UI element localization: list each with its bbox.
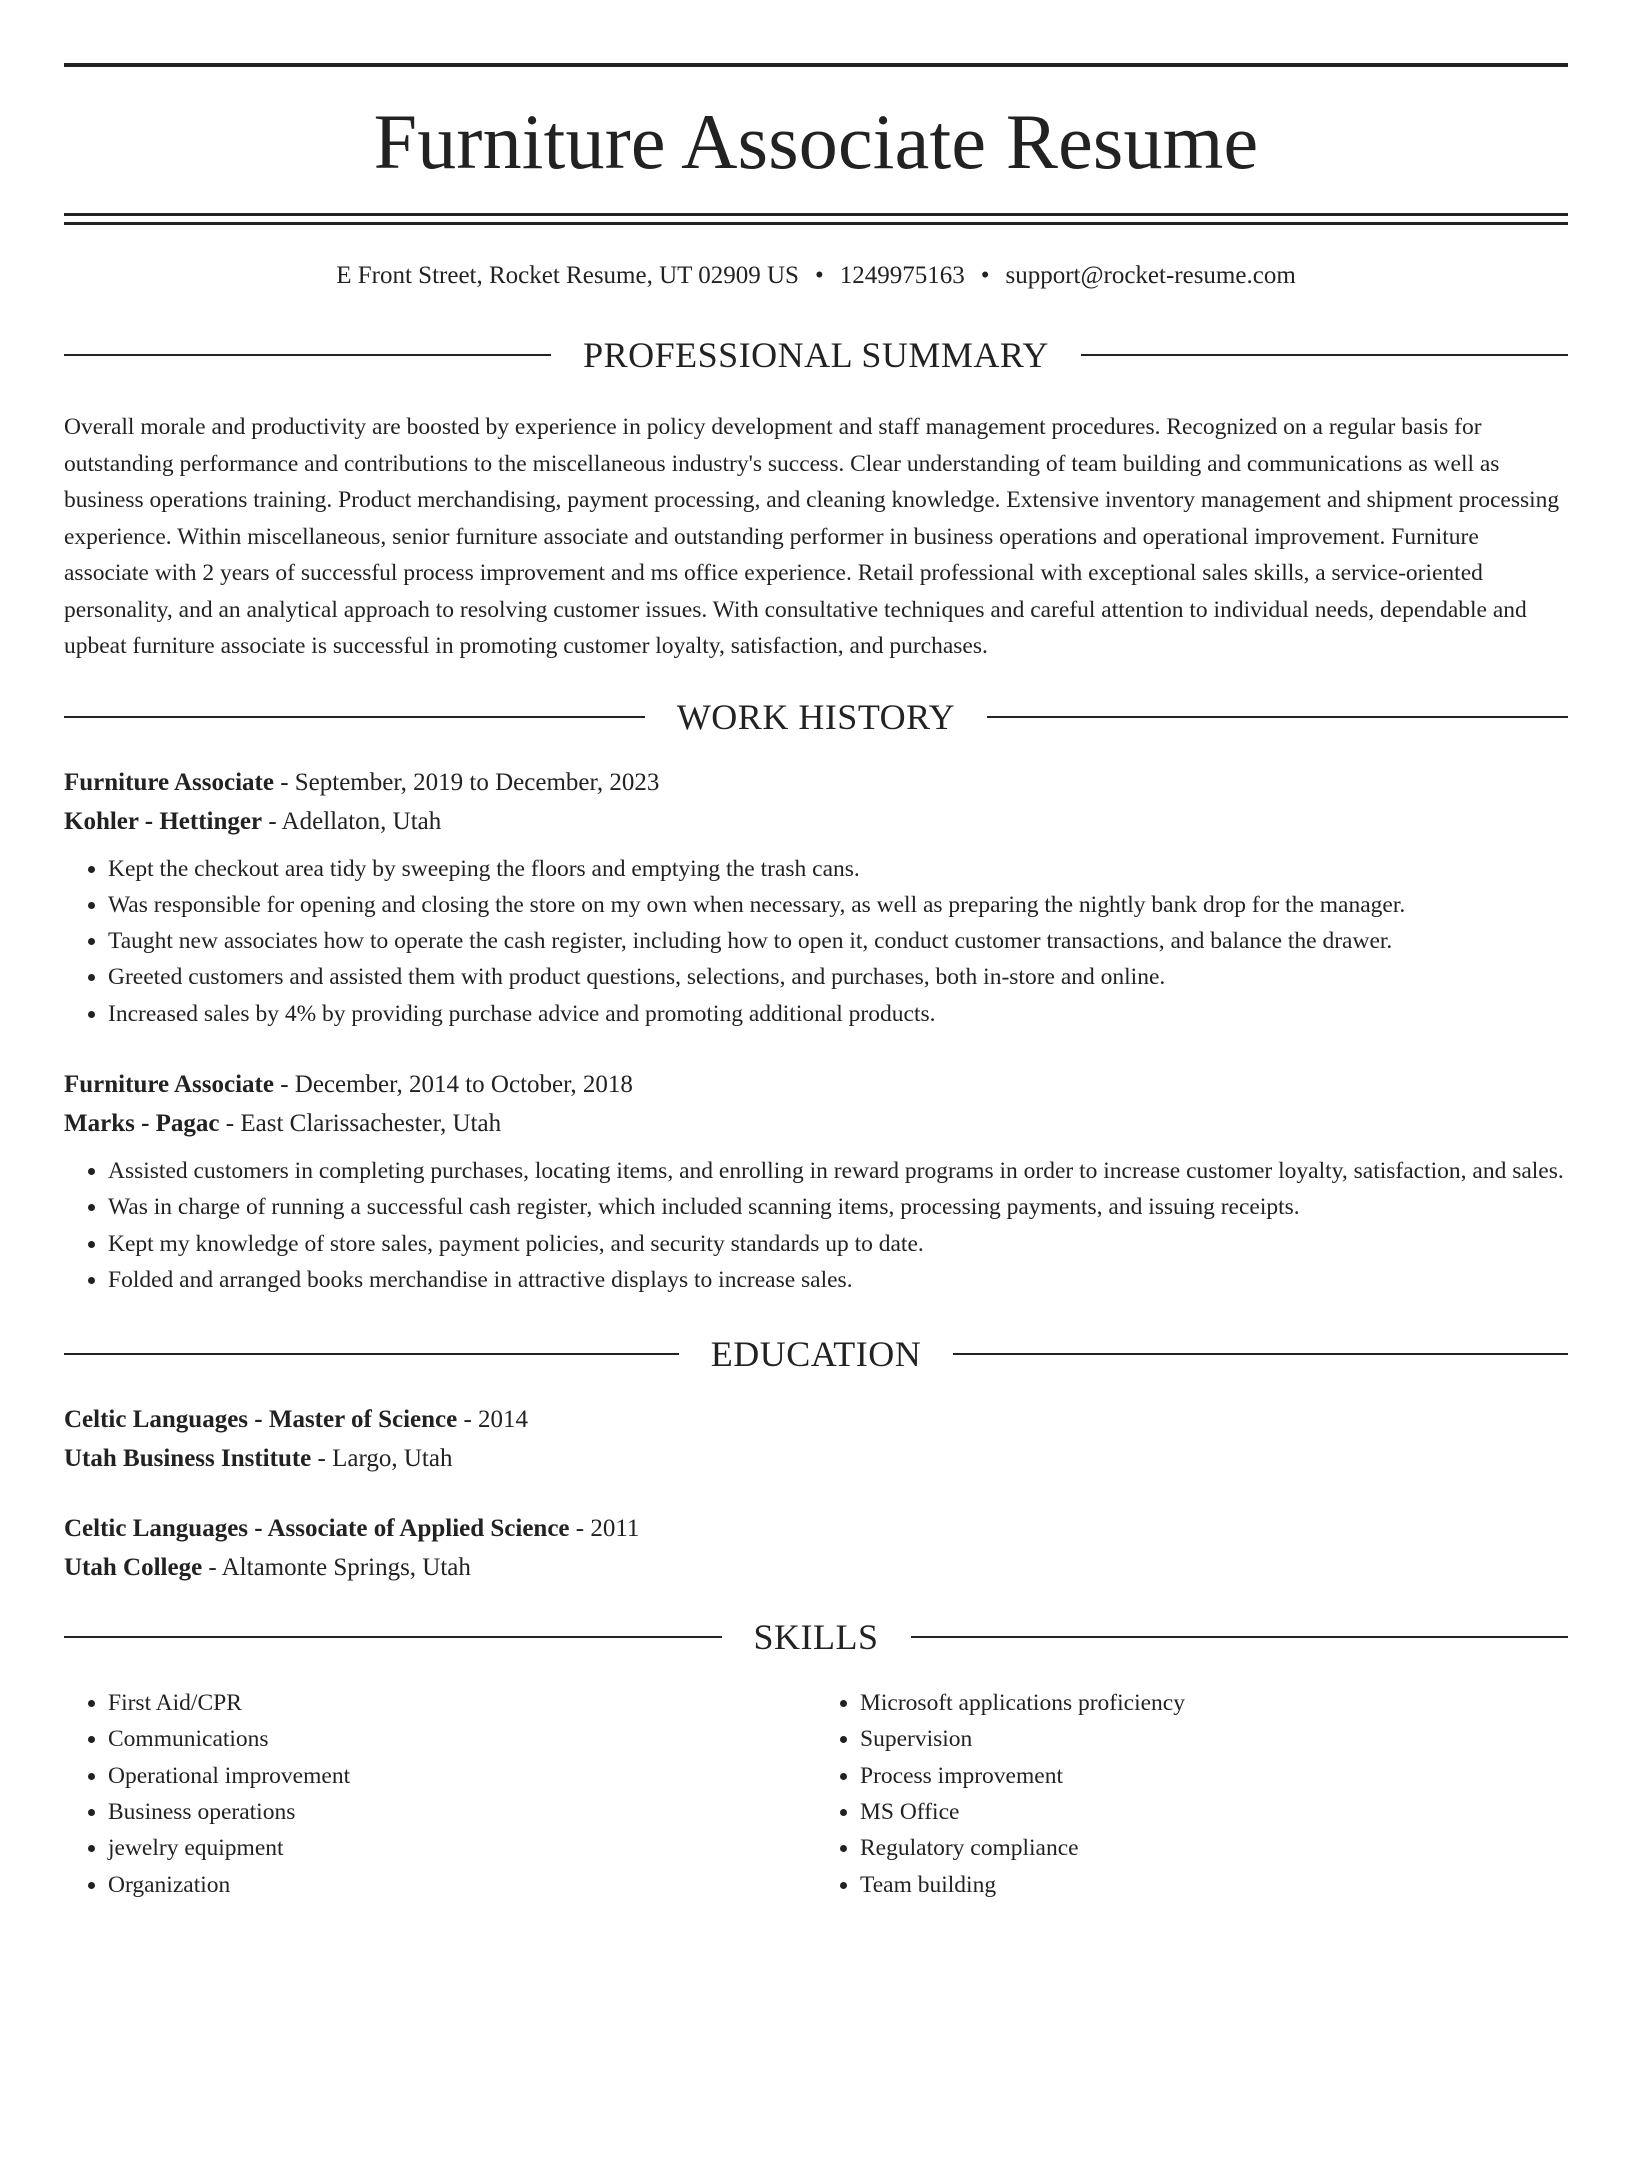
job-title-line <box>64 763 1568 802</box>
section-heading-education <box>64 1334 1568 1375</box>
job-company: Kohler - Hettinger <box>64 807 263 835</box>
list-item: • Greeted customers and assisted them with product questions, selections, and purchases, both in-store and online. <box>108 959 1568 995</box>
skill-item: • jewelry equipment <box>108 1830 816 1866</box>
heading-rule <box>64 1353 679 1355</box>
skill-item: • MS Office <box>860 1794 1568 1830</box>
degree-year: - 2014 <box>457 1406 529 1434</box>
list-item: • Kept the checkout area tidy by sweeping the floors and emptying the trash cans. <box>108 851 1568 887</box>
school-line <box>64 1548 1568 1587</box>
school-location: - Largo, Utah <box>311 1445 453 1473</box>
skills-list-right <box>816 1685 1568 1903</box>
job-dates: - December, 2014 to October, 2018 <box>273 1070 633 1098</box>
skill-item: • Supervision <box>860 1721 1568 1757</box>
skill-item: • Communications <box>108 1721 816 1757</box>
contact-line <box>64 261 1568 291</box>
job-duties-list <box>64 1153 1568 1298</box>
job-title-line <box>64 1065 1568 1104</box>
heading-rule <box>64 354 551 356</box>
contact-address: E Front Street, Rocket Resume, UT 02909 US <box>336 262 799 289</box>
skill-item: • First Aid/CPR <box>108 1685 816 1721</box>
job-duties-list <box>64 851 1568 1032</box>
education-entry <box>64 1509 1568 1587</box>
heading-rule <box>64 716 645 718</box>
skill-item: • Business operations <box>108 1794 816 1830</box>
list-item: • Assisted customers in completing purchases, locating items, and enrolling in reward programs in order to increase customer loyalty, satisfaction, and sales. <box>108 1153 1568 1189</box>
heading-rule <box>987 716 1568 718</box>
contact-email: support@rocket-resume.com <box>1005 262 1296 289</box>
heading-rule <box>1081 354 1568 356</box>
education-entry <box>64 1400 1568 1478</box>
job-entry <box>64 763 1568 1032</box>
top-rule <box>64 63 1568 67</box>
job-title: Furniture Associate <box>64 1070 274 1098</box>
section-title: EDUCATION <box>710 1334 922 1375</box>
school: Utah Business Institute <box>64 1445 312 1473</box>
job-title: Furniture Associate <box>64 768 274 796</box>
skill-item: • Operational improvement <box>108 1758 816 1794</box>
skill-item: • Organization <box>108 1867 816 1903</box>
degree-line <box>64 1509 1568 1548</box>
section-heading-summary <box>64 337 1568 373</box>
skills-list-left <box>64 1685 816 1903</box>
page-title: Furniture Associate Resume <box>373 98 1259 185</box>
skill-item: • Regulatory compliance <box>860 1830 1568 1866</box>
contact-separator: • <box>814 262 824 289</box>
contact-separator: • <box>980 262 990 289</box>
job-company: Marks - Pagac <box>64 1109 220 1137</box>
job-location: - Adellaton, Utah <box>262 807 442 835</box>
school-location: - Altamonte Springs, Utah <box>202 1554 471 1582</box>
skill-item: • Microsoft applications proficiency <box>860 1685 1568 1721</box>
section-title: SKILLS <box>753 1617 879 1658</box>
job-entry <box>64 1065 1568 1298</box>
list-item: • Folded and arranged books merchandise in attractive displays to increase sales. <box>108 1262 1568 1298</box>
heading-rule <box>953 1353 1568 1355</box>
contact-phone: 1249975163 <box>839 262 965 289</box>
resume-page <box>0 63 1632 2175</box>
school: Utah College <box>64 1554 203 1582</box>
heading-rule <box>911 1636 1569 1638</box>
heading-rule <box>64 1636 722 1638</box>
section-title: PROFESSIONAL SUMMARY <box>583 335 1049 375</box>
job-location: - East Clarissachester, Utah <box>219 1109 502 1137</box>
degree-line <box>64 1400 1568 1439</box>
job-company-line <box>64 1104 1568 1143</box>
job-dates: - September, 2019 to December, 2023 <box>273 768 660 796</box>
degree: Celtic Languages - Associate of Applied Science <box>64 1515 570 1543</box>
section-heading-skills <box>64 1617 1568 1658</box>
skill-item: • Process improvement <box>860 1758 1568 1794</box>
skills-grid <box>64 1685 1568 1903</box>
list-item: • Kept my knowledge of store sales, payment policies, and security standards up to date. <box>108 1226 1568 1262</box>
degree-year: - 2011 <box>569 1515 640 1543</box>
summary-paragraph: Overall morale and productivity are boosted by experience in policy development and staff management procedures. Recognized on a regular basis for outstanding performance and contributions to the miscellaneous industry's success. Clear understanding of team building and communications as well as business operations training. Product merchandising, payment processing, and cleaning knowledge. Extensive inventory management and shipment processing experience. Within miscellaneous, senior furniture associate and outstanding performer in business operations and operational improvement. Furniture associate with 2 years of successful process improvement and ms office experience. Retail professional with exceptional sales skills, a service-oriented personality, and an analytical approach to resolving customer issues. With consultative techniques and careful attention to individual needs, dependable and upbeat furniture associate is successful in promoting customer loyalty, satisfaction, and purchases. <box>64 414 1560 659</box>
list-item: • Taught new associates how to operate the cash register, including how to open it, conduct customer transactions, and balance the drawer. <box>108 923 1568 959</box>
list-item: • Increased sales by 4% by providing purchase advice and promoting additional products. <box>108 996 1568 1032</box>
school-line <box>64 1439 1568 1478</box>
section-heading-work-history <box>64 696 1568 737</box>
degree: Celtic Languages - Master of Science <box>64 1406 458 1434</box>
list-item: • Was responsible for opening and closing the store on my own when necessary, as well as preparing the nightly bank drop for the manager. <box>108 887 1568 923</box>
skill-item: • Team building <box>860 1867 1568 1903</box>
section-title: WORK HISTORY <box>676 696 956 737</box>
title-double-rule <box>64 213 1568 225</box>
job-company-line <box>64 802 1568 841</box>
list-item: • Was in charge of running a successful cash register, which included scanning items, processing payments, and issuing receipts. <box>108 1189 1568 1225</box>
